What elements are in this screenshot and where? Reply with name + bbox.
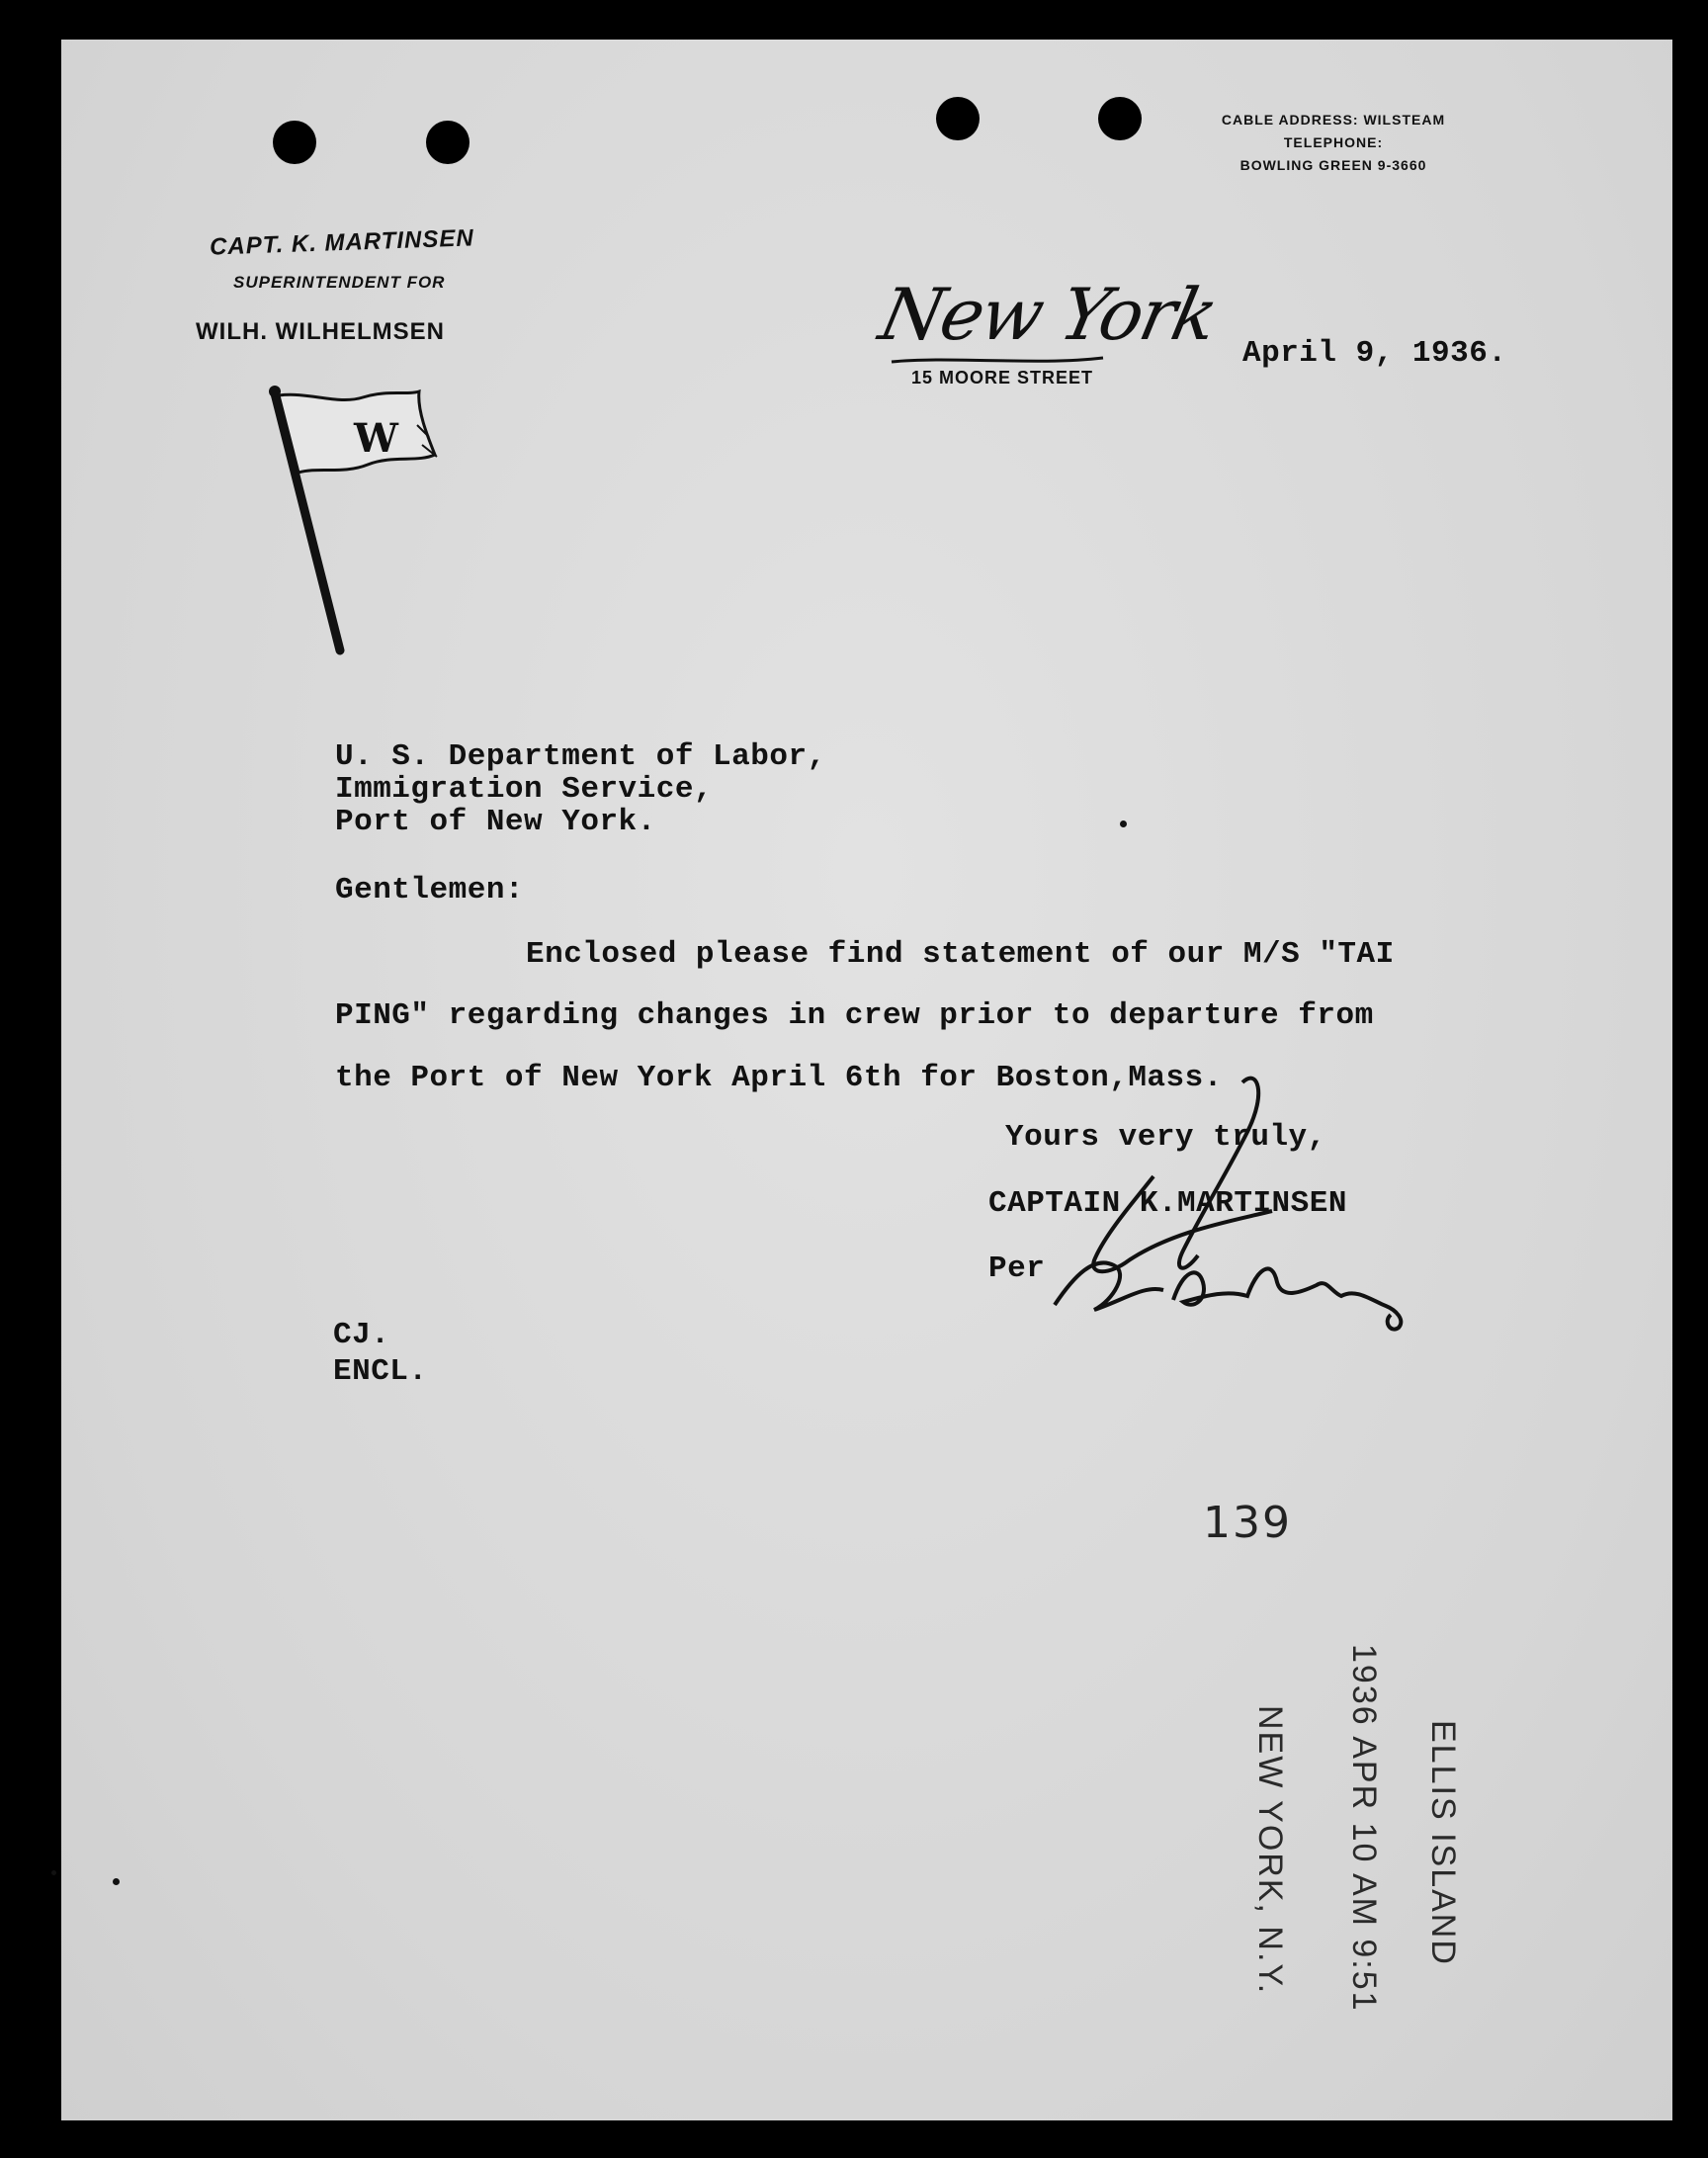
- closing: Yours very truly,: [1005, 1120, 1326, 1155]
- city-underline: [890, 354, 1107, 368]
- telephone-number: BOWLING GREEN 9-3660: [1239, 157, 1427, 173]
- body-line-3: the Port of New York April 6th for Boston,Mass.: [335, 1061, 1223, 1095]
- signatory: CAPTAIN K.MARTINSEN: [988, 1186, 1347, 1221]
- letter-page: [61, 40, 1672, 2120]
- punch-hole: [426, 121, 470, 164]
- salutation: Gentlemen:: [335, 873, 525, 907]
- city-script: New York: [873, 273, 1224, 356]
- letterhead-company: WILH. WILHELMSEN: [196, 318, 445, 345]
- address-line-1: U. S. Department of Labor,: [335, 739, 826, 774]
- address-line-2: Immigration Service,: [335, 772, 714, 807]
- punch-hole: [936, 97, 980, 140]
- stray-mark: [113, 1878, 120, 1885]
- cable-block: [1200, 109, 1467, 177]
- street-address: 15 MOORE STREET: [911, 368, 1094, 388]
- stray-mark: [51, 1870, 56, 1875]
- typist-initials: CJ.: [333, 1318, 390, 1352]
- punch-hole: [1098, 97, 1142, 140]
- body-line-1: Enclosed please find statement of our M/S "TAI: [526, 937, 1395, 972]
- enclosure-note: ENCL.: [333, 1354, 428, 1389]
- body-line-2: PING" regarding changes in crew prior to departure from: [335, 998, 1374, 1033]
- letter-date: April 9, 1936.: [1242, 336, 1507, 371]
- handwritten-signature: [1035, 1063, 1450, 1369]
- stamp-ellis-island: ELLIS ISLAND: [1424, 1720, 1462, 1966]
- flag-letter: W: [354, 415, 398, 462]
- punch-hole: [273, 121, 316, 164]
- telephone-label: TELEPHONE:: [1283, 134, 1384, 150]
- stray-mark: [1120, 820, 1127, 827]
- stamp-location: NEW YORK, N.Y.: [1251, 1705, 1289, 1996]
- letterhead-name: CAPT. K. MARTINSEN: [209, 224, 475, 261]
- address-line-3: Port of New York.: [335, 805, 656, 839]
- stamp-date: 1936 APR 10 AM 9:51: [1345, 1644, 1383, 2013]
- per-label: Per: [988, 1252, 1046, 1286]
- handwritten-number: 139: [1203, 1498, 1292, 1548]
- cable-address: CABLE ADDRESS: WILSTEAM: [1221, 112, 1446, 128]
- letterhead-title: SUPERINTENDENT FOR: [233, 273, 446, 292]
